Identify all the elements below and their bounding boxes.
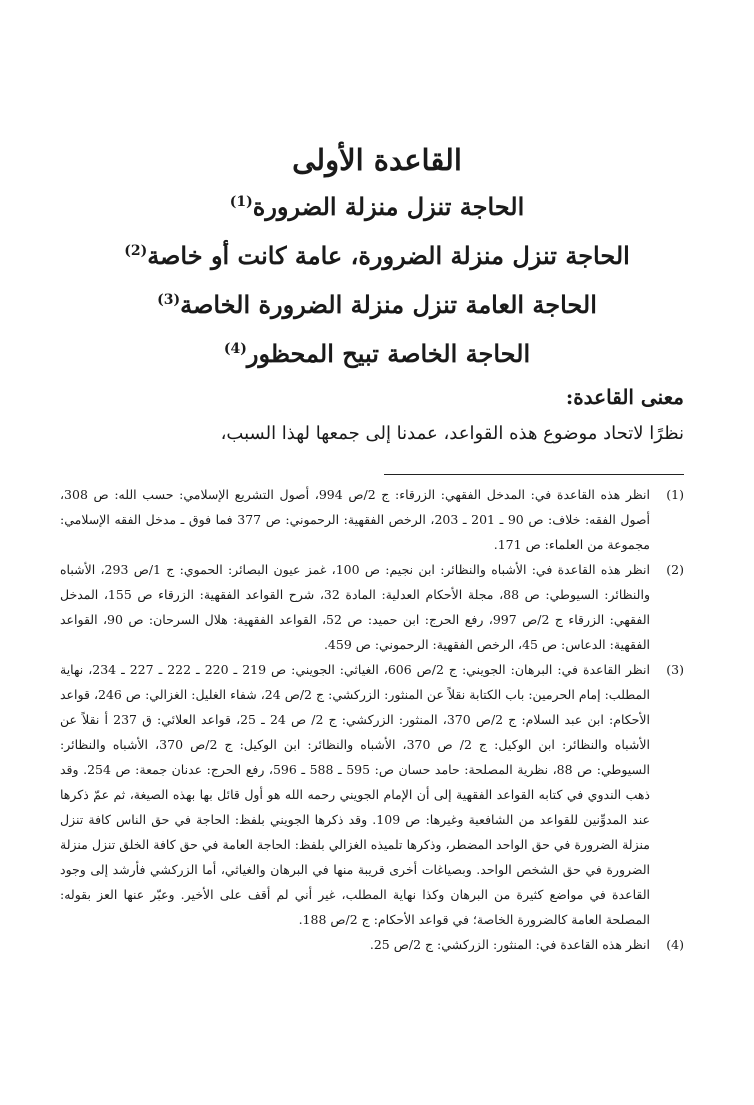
footnote-3-number: (3)	[666, 662, 684, 677]
footnote-1	[60, 482, 684, 557]
title-block	[40, 140, 714, 376]
footnote-2-text: انظر هذه القاعدة في: الأشباه والنظائر: ابن نجيم: ص 100، غمز عيون البصائر: الحموي: ج 1/ص 293، الأشباه والنظائر: السيوطي: ص 88، مجلة الأحكام العدلية: المادة 32، شرح القواعد الفقهية: الزرقاء ص 155، المدخل الفقهي: الزرقاء ج 2/ص 997، رفع الحرج: ابن حميد: ص 52، القواعد الفقهية: هلال السرحان: ص 90، القواعد الفقهية: الدعاس: ص 45، الرخص الفقهية: الرحموني: ص 459.	[60, 562, 651, 652]
footnote-4-text: انظر هذه القاعدة في: المنثور: الزركشي: ج 2/ص 25.	[369, 937, 650, 952]
footnote-divider	[384, 474, 684, 475]
page-title: القاعدة الأولى	[292, 143, 462, 177]
rule-2	[40, 229, 714, 278]
footnote-2-number: (2)	[666, 562, 684, 577]
footnote-2	[60, 557, 684, 657]
rule-4-text: الحاجة الخاصة تبيح المحظور	[246, 339, 531, 368]
footnote-3-text: انظر القاعدة في: البرهان: الجويني: ج 2/ص 606، الغياثي: الجويني: ص 219 ـ 220 ـ 222 ـ 227 ـ 234، نهاية المطلب: إمام الحرمين: باب الكتابة نقلاً عن المنثور: الزركشي: ج 2/ص 24، شفاء الغليل: الغزالي: ص 246، قواعد الأحكام: ابن عبد السلام: ج 2/ص 370، المنثور: الزركشي: ج 2/ ص 24 ـ 25، قواعد العلائي: ق 237 أ نقلاً عن الأشباه والنظائر: ابن الوكيل: ج 2/ ص 370، الأشباه والنظائر: ابن الوكيل: ج 2/ص 370، الأشباه والنظائر: السيوطي: ص 88، نظرية المصلحة: حامد حسان ص: 595 ـ 588 ـ 596، رفع الحرج: عدنان جمعة: ص 254. وقد ذهب الندوي في كتابه القواعد الفقهية إلى أن الإمام الجويني رحمه الله هو أول قائل بها بهذه الصيغة، ثم عمّ ذكرها عند المدوِّنين للقواعد من الشافعية وغيرها: ص 109. وقد ذكرها الجويني بلفظ: الحاجة في حق الناس كافة تنزل منزلة الضرورة في حق الواحد المضطر، وذكرها تلميذه الغزالي بلفظ: الحاجة العامة في حق كافة الخلق تنزل منزلة الضرورة في حق الشخص الواحد. وبصياغات أخرى قريبة منها في البرهان والغياثي، أما الزركشي فأرشد إلى وجود القاعدة في مواضع كثيرة من البرهان وكذا نهاية المطلب، غير أني لم أقف على الأخير. وعبّر عنها العز بقوله: المصلحة العامة كالضرورة الخاصة؛ في قواعد الأحكام: ج 2/ص 188.	[60, 662, 651, 927]
rule-4-footnote-ref[interactable]: (4)	[223, 341, 247, 357]
footnote-1-text: انظر هذه القاعدة في: المدخل الفقهي: الزرقاء: ج 2/ص 994، أصول التشريع الإسلامي: حسب الله: ص 308، أصول الفقه: خلاف: ص 90 ـ 201 ـ 203، الرخص الفقهية: الرحموني: ص 377 فما فوق ـ مدخل الفقه الإسلامي: مجموعة من العلماء: ص 171.	[60, 487, 651, 552]
section-heading: معنى القاعدة:	[565, 385, 684, 409]
rule-3-text: الحاجة العامة تنزل منزلة الضرورة الخاصة	[180, 290, 597, 319]
rule-2-footnote-ref[interactable]: (2)	[124, 243, 148, 259]
body-paragraph: نظرًا لاتحاد موضوع هذه القواعد، عمدنا إلى جمعها لهذا السبب،	[220, 423, 684, 444]
footnote-4	[60, 932, 684, 957]
rule-1-footnote-ref[interactable]: (1)	[229, 194, 253, 210]
rule-1-text: الحاجة تنزل منزلة الضرورة	[252, 192, 525, 221]
rule-1	[40, 180, 714, 229]
footnote-1-number: (1)	[666, 487, 684, 502]
rule-4	[40, 327, 714, 376]
rule-2-text: الحاجة تنزل منزلة الضرورة، عامة كانت أو خاصة	[147, 241, 630, 270]
footnote-4-number: (4)	[666, 937, 684, 952]
rule-3	[40, 278, 714, 327]
footnotes	[60, 482, 684, 957]
rule-3-footnote-ref[interactable]: (3)	[157, 292, 181, 308]
footnote-3	[60, 657, 684, 932]
